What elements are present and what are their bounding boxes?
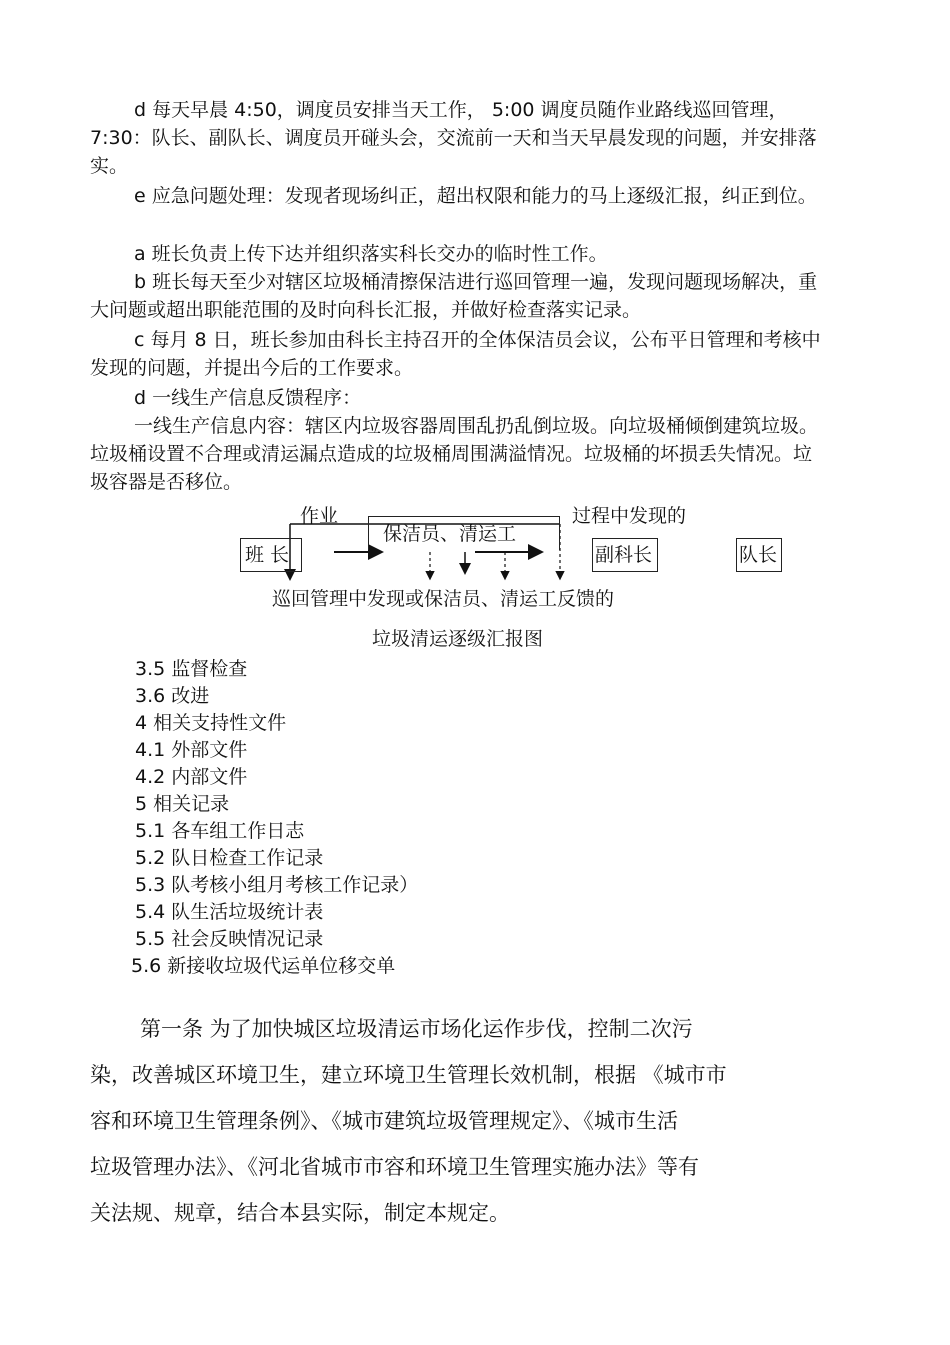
flow-box-workers — [368, 516, 560, 550]
report-flowchart — [230, 500, 800, 610]
paragraph-morning-schedule: d 每天早晨 4:50，调度员安排当天工作， 5:00 调度员随作业路线巡回管理， 7:30：队长、副队长、调度员开碰头会，交流前一天和当天早晨发现的问题，并安排落实。 — [90, 99, 817, 177]
paragraph-emergency-handling: e 应急问题处理：发现者现场纠正，超出权限和能力的马上逐级汇报，纠正到位。 — [134, 185, 817, 207]
article-line: 染，改善城区环境卫生，建立环境卫生管理长效机制，根据 《城市市 — [90, 1063, 727, 1087]
section-item: 5.5 社会反映情况记录 — [135, 928, 324, 950]
flow-caption-line1: 巡回管理中发现或保洁员、清运工反馈的 — [272, 588, 615, 610]
flow-label-process: 过程中发现的 — [572, 505, 687, 527]
paragraph-monitor-patrol: b 班长每天至少对辖区垃圾桶清擦保洁进行巡回管理一遍，发现问题现场解决，重大问题或超出职能范围的及时向科长汇报，并做好检查落实记录。 — [90, 271, 818, 321]
section-item: 5.3 队考核小组月考核工作记录） — [135, 874, 419, 896]
flow-box-deputy — [592, 538, 658, 572]
flow-box-captain — [736, 538, 782, 572]
section-item: 5.6 新接收垃圾代运单位移交单 — [131, 955, 396, 977]
section-item: 5.1 各车组工作日志 — [135, 820, 305, 842]
flow-box-captain-label: 队长 — [739, 544, 778, 566]
article-line: 关法规、规章，结合本县实际，制定本规定。 — [90, 1201, 510, 1225]
flow-box-monitor-label: 班 长 — [245, 544, 290, 566]
paragraph-monitor-duty: a 班长负责上传下达并组织落实科长交办的临时性工作。 — [134, 243, 608, 265]
section-item: 5.2 队日检查工作记录 — [135, 847, 324, 869]
flow-box-deputy-label: 副科长 — [595, 544, 653, 566]
section-item: 4.2 内部文件 — [135, 766, 248, 788]
article-one — [90, 1006, 850, 1236]
section-item: 3.6 改进 — [135, 685, 210, 707]
section-item: 5.4 队生活垃圾统计表 — [135, 901, 324, 923]
article-line: 第一条 为了加快城区垃圾清运市场化运作步伐，控制二次污 — [140, 1017, 693, 1041]
paragraph-feedback-procedure: d 一线生产信息反馈程序： — [134, 387, 362, 409]
paragraph-info-content: 一线生产信息内容：辖区内垃圾容器周围乱扔乱倒垃圾。向垃圾桶倾倒建筑垃圾。垃圾桶设置不合理或清运漏点造成的垃圾桶周围满溢情况。垃圾桶的坏损丢失情况。垃圾容器是否移位。 — [90, 415, 819, 493]
flow-box-workers-label: 保洁员、清运工 — [383, 523, 517, 545]
article-line: 垃圾管理办法》、《河北省城市市容和环境卫生管理实施办法》等有 — [90, 1155, 699, 1179]
flow-label-work: 作业 — [300, 505, 339, 527]
flow-box-monitor — [240, 538, 302, 572]
section-item: 4 相关支持性文件 — [135, 712, 287, 734]
section-item: 3.5 监督检查 — [135, 658, 248, 680]
section-item: 5 相关记录 — [135, 793, 230, 815]
flow-caption-line2: 垃圾清运逐级汇报图 — [372, 628, 544, 650]
paragraph-monthly-meeting: c 每月 8 日，班长参加由科长主持召开的全体保洁员会议，公布平日管理和考核中发现的问题，并提出今后的工作要求。 — [90, 329, 821, 379]
section-item: 4.1 外部文件 — [135, 739, 248, 761]
section-list — [131, 656, 419, 980]
article-line: 容和环境卫生管理条例》、《城市建筑垃圾管理规定》、《城市生活 — [90, 1109, 678, 1133]
